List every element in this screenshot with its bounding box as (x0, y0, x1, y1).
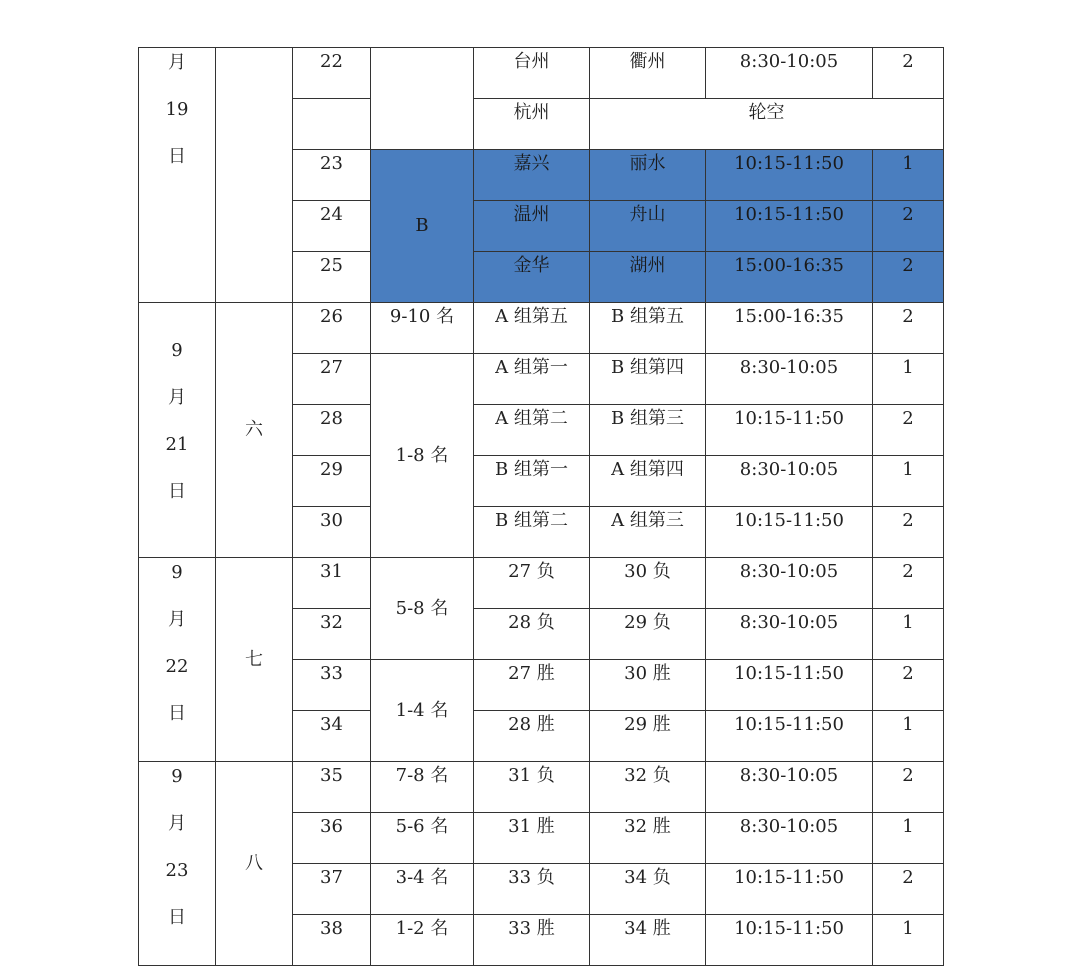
team2: 29 胜 (590, 711, 706, 762)
date-part: 月 (168, 387, 186, 408)
match-time: 10:15-11:50 (706, 405, 873, 456)
court: 1 (873, 354, 944, 405)
bye-label: 轮空 (590, 99, 944, 150)
match-time: 8:30-10:05 (706, 762, 873, 813)
court: 1 (873, 711, 944, 762)
match-time: 10:15-11:50 (706, 864, 873, 915)
stage-cell: 5-8 名 (371, 558, 474, 660)
court: 2 (873, 762, 944, 813)
match-no: 36 (293, 813, 371, 864)
stage-cell: 1-4 名 (371, 660, 474, 762)
match-no: 35 (293, 762, 371, 813)
team1: 33 负 (474, 864, 590, 915)
match-no: 27 (293, 354, 371, 405)
date-cell (139, 303, 216, 558)
date-part: 9 (171, 562, 183, 583)
team1: 27 胜 (474, 660, 590, 711)
team2: 34 胜 (590, 915, 706, 966)
match-time: 8:30-10:05 (706, 456, 873, 507)
court: 1 (873, 609, 944, 660)
date-part: 9 (171, 340, 183, 361)
date-part: 日 (168, 146, 186, 167)
round-cell: 六 (216, 303, 293, 558)
match-no: 33 (293, 660, 371, 711)
match-time: 8:30-10:05 (706, 48, 873, 99)
match-no: 31 (293, 558, 371, 609)
match-no: 26 (293, 303, 371, 354)
match-no: 24 (293, 201, 371, 252)
group-label: B (371, 150, 474, 303)
court: 2 (873, 660, 944, 711)
match-time: 8:30-10:05 (706, 354, 873, 405)
team2: B 组第五 (590, 303, 706, 354)
match-no: 25 (293, 252, 371, 303)
team1: 28 负 (474, 609, 590, 660)
court: 2 (873, 405, 944, 456)
court: 1 (873, 915, 944, 966)
date-part: 9 (171, 766, 183, 787)
match-time: 8:30-10:05 (706, 558, 873, 609)
stage-cell: 7-8 名 (371, 762, 474, 813)
team2: 32 胜 (590, 813, 706, 864)
table-row (139, 762, 944, 813)
team2: B 组第四 (590, 354, 706, 405)
date-part: 23 (165, 860, 189, 881)
date-part: 日 (168, 481, 186, 502)
match-no: 38 (293, 915, 371, 966)
team1: B 组第二 (474, 507, 590, 558)
team1: A 组第二 (474, 405, 590, 456)
court: 2 (873, 507, 944, 558)
team2: B 组第三 (590, 405, 706, 456)
match-time: 10:15-11:50 (706, 507, 873, 558)
date-part: 19 (165, 99, 189, 120)
round-cell: 七 (216, 558, 293, 762)
date-part: 21 (165, 434, 189, 455)
stage-cell: 3-4 名 (371, 864, 474, 915)
date-part: 月 (168, 813, 186, 834)
date-part: 月 (168, 52, 186, 73)
team1: 杭州 (474, 99, 590, 150)
court: 2 (873, 201, 944, 252)
team1: 33 胜 (474, 915, 590, 966)
team2: 32 负 (590, 762, 706, 813)
match-no: 32 (293, 609, 371, 660)
match-no: 23 (293, 150, 371, 201)
round-cell (216, 48, 293, 303)
table-row (139, 558, 944, 609)
stage-cell: 1-2 名 (371, 915, 474, 966)
court: 1 (873, 456, 944, 507)
match-time: 15:00-16:35 (706, 303, 873, 354)
date-part: 日 (168, 907, 186, 928)
court: 1 (873, 150, 944, 201)
team1: 31 胜 (474, 813, 590, 864)
court: 2 (873, 864, 944, 915)
match-time: 8:30-10:05 (706, 813, 873, 864)
team2: 34 负 (590, 864, 706, 915)
date-part: 日 (168, 703, 186, 724)
stage-cell: 1-8 名 (371, 354, 474, 558)
team2: 30 胜 (590, 660, 706, 711)
match-no (293, 99, 371, 150)
table-row (139, 48, 944, 99)
schedule-table (138, 47, 944, 966)
team1: 台州 (474, 48, 590, 99)
match-time: 10:15-11:50 (706, 711, 873, 762)
match-no: 28 (293, 405, 371, 456)
court: 2 (873, 558, 944, 609)
match-no: 22 (293, 48, 371, 99)
team2: A 组第四 (590, 456, 706, 507)
court: 2 (873, 48, 944, 99)
team2: 舟山 (590, 201, 706, 252)
match-no: 37 (293, 864, 371, 915)
date-part: 月 (168, 609, 186, 630)
team2: 湖州 (590, 252, 706, 303)
team2: 30 负 (590, 558, 706, 609)
team1: 金华 (474, 252, 590, 303)
team1: 27 负 (474, 558, 590, 609)
team1: 28 胜 (474, 711, 590, 762)
stage-cell: 5-6 名 (371, 813, 474, 864)
match-time: 15:00-16:35 (706, 252, 873, 303)
court: 2 (873, 252, 944, 303)
team1: B 组第一 (474, 456, 590, 507)
match-time: 10:15-11:50 (706, 660, 873, 711)
court: 2 (873, 303, 944, 354)
team2: A 组第三 (590, 507, 706, 558)
match-time: 10:15-11:50 (706, 915, 873, 966)
team2: 丽水 (590, 150, 706, 201)
team2: 29 负 (590, 609, 706, 660)
match-no: 34 (293, 711, 371, 762)
team1: 31 负 (474, 762, 590, 813)
stage-cell: 9-10 名 (371, 303, 474, 354)
team1: 温州 (474, 201, 590, 252)
date-cell (139, 558, 216, 762)
team1: A 组第五 (474, 303, 590, 354)
round-cell: 八 (216, 762, 293, 966)
team1: 嘉兴 (474, 150, 590, 201)
date-cell (139, 762, 216, 966)
team2: 衢州 (590, 48, 706, 99)
match-no: 29 (293, 456, 371, 507)
team1: A 组第一 (474, 354, 590, 405)
date-part: 22 (165, 656, 189, 677)
table-row (139, 303, 944, 354)
court: 1 (873, 813, 944, 864)
match-time: 10:15-11:50 (706, 201, 873, 252)
match-no: 30 (293, 507, 371, 558)
match-time: 8:30-10:05 (706, 609, 873, 660)
stage-cell (371, 48, 474, 150)
match-time: 10:15-11:50 (706, 150, 873, 201)
date-cell (139, 48, 216, 303)
